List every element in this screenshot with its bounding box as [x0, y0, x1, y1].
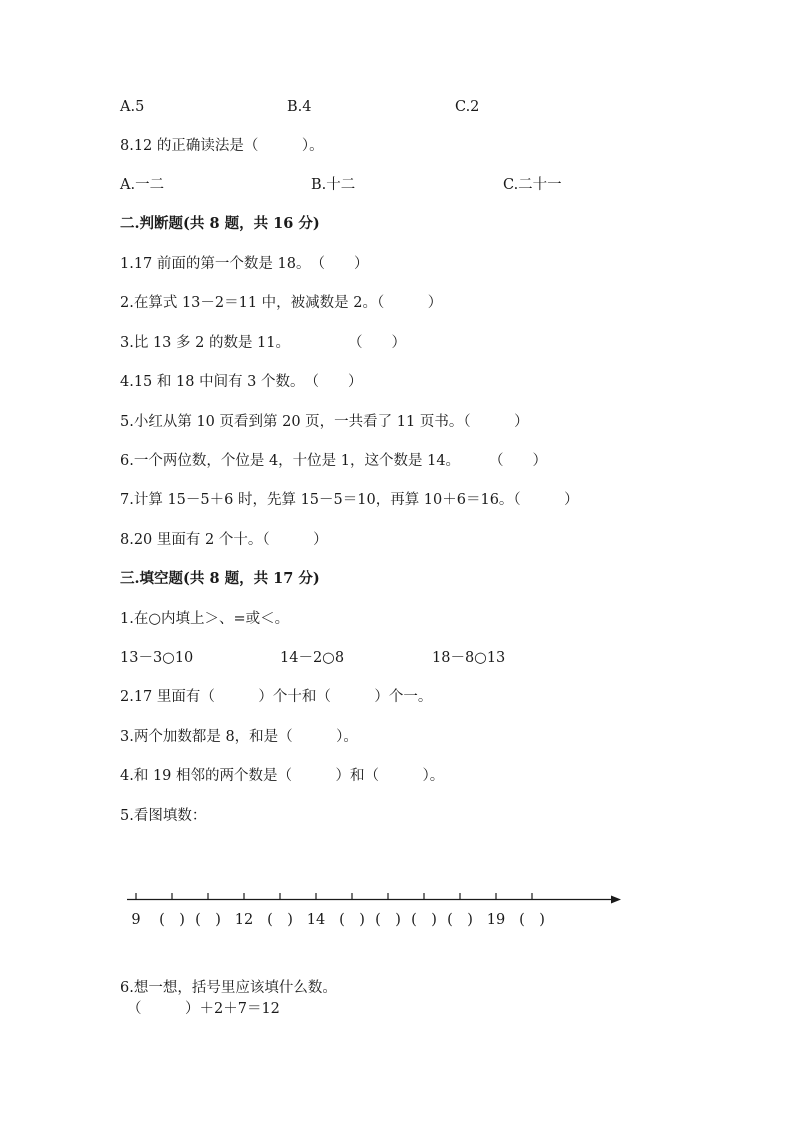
option-c: C.2	[455, 99, 480, 115]
number-line-label: 9	[131, 912, 141, 928]
compare-item: 18－8○13	[432, 650, 506, 666]
compare-item: 13－3○10	[120, 650, 194, 666]
number-line-label: ( )	[195, 912, 221, 928]
fill-question-6: 6.想一想，括号里应该填什么数。	[120, 980, 337, 996]
arrow-icon	[611, 896, 621, 904]
judgement-item: 7.计算 15－5＋6 时，先算 15－5＝10，再算 10＋6＝16。（ ）	[120, 492, 579, 508]
number-line-label: ( )	[519, 912, 545, 928]
number-line-label: ( )	[375, 912, 401, 928]
option-a: A.一二	[120, 177, 165, 193]
judgement-item: 3.比 13 多 2 的数是 11。 （ ）	[120, 335, 407, 351]
fill-question-5: 5.看图填数：	[120, 808, 207, 824]
question-8: 8.12 的正确读法是（ ）。	[120, 138, 324, 154]
number-line-label: ( )	[159, 912, 185, 928]
fill-question-4: 4.和 19 相邻的两个数是（ ）和（ ）。	[120, 768, 445, 784]
judgement-item: 8.20 里面有 2 个十。（ ）	[120, 532, 328, 548]
number-line-label: ( )	[339, 912, 365, 928]
section-heading-fill-in: 三.填空题(共 8 题，共 17 分)	[120, 570, 320, 587]
judgement-item: 4.15 和 18 中间有 3 个数。 （ ）	[120, 374, 363, 390]
option-b: B.4	[287, 99, 312, 115]
number-line	[127, 892, 621, 912]
section-heading-judgement: 二.判断题(共 8 题，共 16 分)	[120, 215, 320, 232]
judgement-item: 2.在算式 13－2＝11 中，被减数是 2。（ ）	[120, 295, 443, 311]
judgement-item: 1.17 前面的第一个数是 18。 （ ）	[120, 256, 369, 272]
compare-item: 14－2○8	[280, 650, 345, 666]
option-b: B.十二	[311, 177, 356, 193]
fill-question-2: 2.17 里面有（ ）个十和（ ）个一。	[120, 689, 433, 705]
option-c: C.二十一	[503, 177, 562, 193]
number-line-label: ( )	[267, 912, 293, 928]
fill-question-1: 1.在○内填上＞、=或＜。	[120, 611, 290, 627]
judgement-item: 5.小红从第 10 页看到第 20 页，一共看了 11 页书。（ ）	[120, 414, 529, 430]
number-line-label: 14	[306, 912, 326, 928]
number-line-label: 12	[234, 912, 254, 928]
number-line-label: ( )	[411, 912, 437, 928]
fill-question-3: 3.两个加数都是 8，和是（ ）。	[120, 729, 358, 745]
option-a: A.5	[120, 99, 145, 115]
number-line-label: 19	[486, 912, 506, 928]
judgement-item: 6.一个两位数，个位是 4，十位是 1，这个数是 14。 （ ）	[120, 453, 548, 469]
number-line-label: ( )	[447, 912, 473, 928]
equation: （ ）＋2＋7＝12	[127, 1001, 280, 1017]
